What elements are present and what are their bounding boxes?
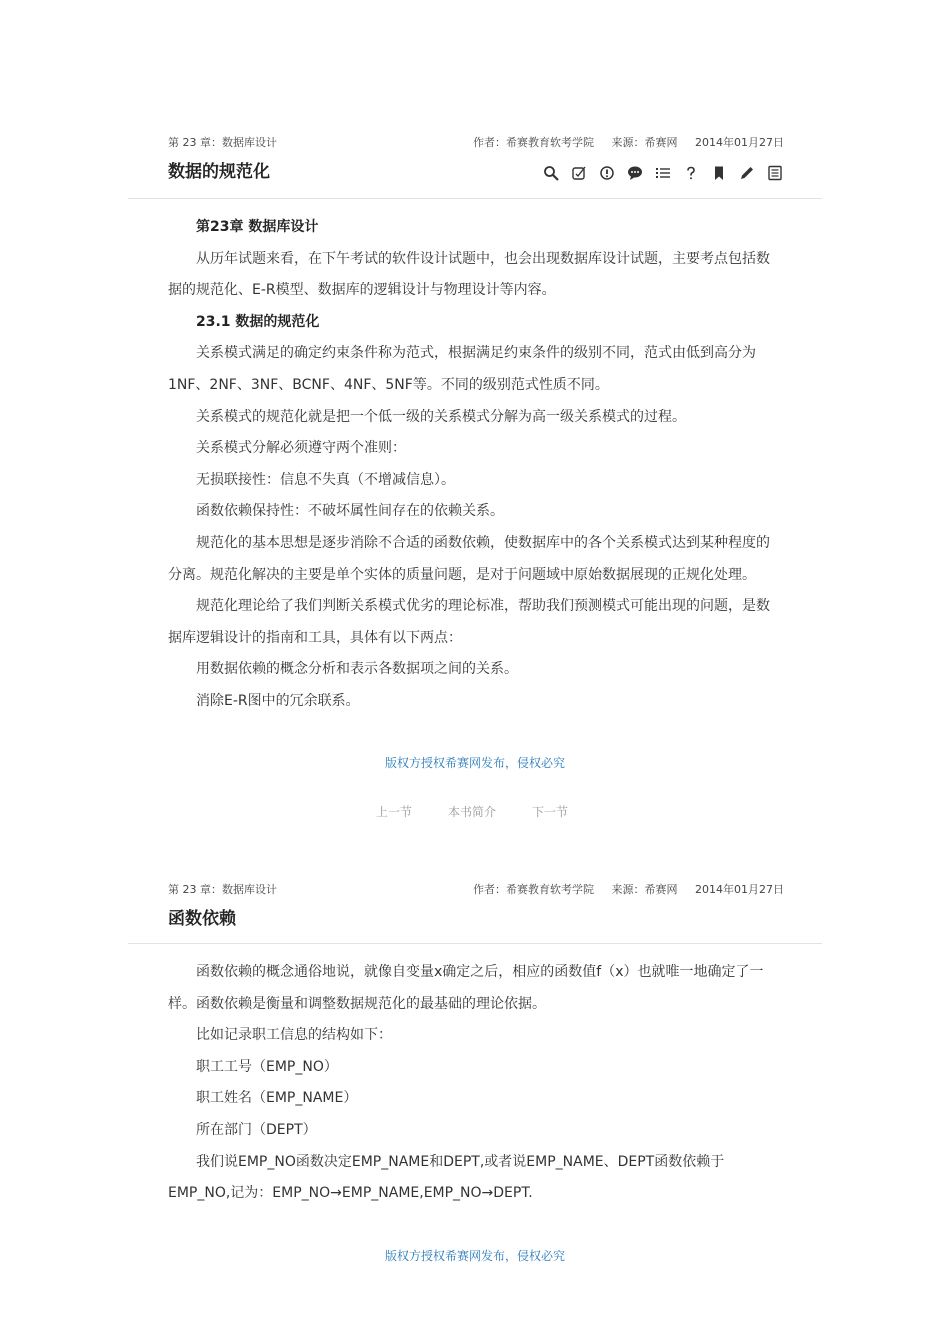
source-label: 来源：希赛网 xyxy=(611,136,678,149)
page-title: 函数依赖 xyxy=(168,909,236,929)
paragraph: 关系模式分解必须遵守两个准则： xyxy=(196,440,406,457)
source-label: 来源：希赛网 xyxy=(611,883,678,896)
paragraph: 所在部门（DEPT） xyxy=(196,1121,317,1138)
paragraph: 比如记录职工信息的结构如下： xyxy=(196,1027,392,1044)
page-title: 数据的规范化 xyxy=(168,162,270,182)
paragraph: 职工工号（EMP_NO） xyxy=(196,1058,338,1075)
chapter-label: 第 23 章：数据库设计 xyxy=(168,883,277,896)
paragraph: 关系模式的规范化就是把一个低一级的关系模式分解为高一级关系模式的过程。 xyxy=(196,408,686,425)
header-divider xyxy=(128,943,822,944)
document-icon[interactable] xyxy=(766,164,784,182)
paragraph: 用数据依赖的概念分析和表示各数据项之间的关系。 xyxy=(196,661,518,678)
date-label: 2014年01月27日 xyxy=(695,136,784,149)
author-label: 作者：希赛教育软考学院 xyxy=(473,883,594,896)
paragraph: 我们说EMP_NO函数决定EMP_NAME和DEPT,或者说EMP_NAME、DEPT函数依赖于EMP_NO,记为：EMP_NO→EMP_NAME,EMP_NO→DEPT. xyxy=(168,1153,725,1202)
pencil-icon[interactable] xyxy=(738,164,756,182)
paragraph: 函数依赖保持性：不破坏属性间存在的依赖关系。 xyxy=(196,503,504,520)
paragraph: 消除E-R图中的冗余联系。 xyxy=(196,692,360,709)
toolbar xyxy=(542,164,784,182)
chapter-heading: 第23章 数据库设计 xyxy=(196,219,319,235)
article-body xyxy=(168,957,778,1210)
comment-icon[interactable] xyxy=(626,164,644,182)
paragraph: 规范化的基本思想是逐步消除不合适的函数依赖，使数据库中的各个关系模式达到某种程度的分离。规范化解决的主要是单个实体的质量问题，是对于问题域中原始数据展现的正规化处理。 xyxy=(168,534,770,583)
author-label: 作者：希赛教育软考学院 xyxy=(473,136,594,149)
date-label: 2014年01月27日 xyxy=(695,883,784,896)
error-report-icon[interactable] xyxy=(598,164,616,182)
paragraph: 无损联接性：信息不失真（不增减信息）。 xyxy=(196,471,455,488)
paragraph: 职工姓名（EMP_NAME） xyxy=(196,1090,358,1107)
copyright-notice: 版权方授权希赛网发布，侵权必究 xyxy=(384,756,565,770)
prev-section-link[interactable]: 上一节 xyxy=(376,805,413,819)
list-icon[interactable] xyxy=(654,164,672,182)
note-icon[interactable] xyxy=(570,164,588,182)
paragraph: 从历年试题来看，在下午考试的软件设计试题中，也会出现数据库设计试题，主要考点包括数据的规范化、E-R模型、数据库的逻辑设计与物理设计等内容。 xyxy=(168,250,770,299)
chapter-navigation xyxy=(376,803,568,820)
header-divider xyxy=(128,198,822,199)
copyright-notice: 版权方授权希赛网发布，侵权必究 xyxy=(384,1249,565,1263)
article-meta xyxy=(473,134,784,150)
bookmark-icon[interactable] xyxy=(710,164,728,182)
paragraph: 函数依赖的概念通俗地说，就像自变量x确定之后，相应的函数值f（x）也就唯一地确定了一样。函数依赖是衡量和调整数据规范化的最基础的理论依据。 xyxy=(168,964,764,1012)
article-body xyxy=(168,212,778,718)
next-section-link[interactable]: 下一节 xyxy=(532,805,569,819)
article-meta xyxy=(473,881,784,897)
chapter-label: 第 23 章：数据库设计 xyxy=(168,136,277,149)
paragraph: 规范化理论给了我们判断关系模式优劣的理论标准，帮助我们预测模式可能出现的问题，是数据库逻辑设计的指南和工具，具体有以下两点： xyxy=(168,598,770,646)
book-intro-link[interactable]: 本书简介 xyxy=(448,805,497,819)
section-heading: 23.1 数据的规范化 xyxy=(196,313,320,330)
paragraph: 关系模式满足的确定约束条件称为范式，根据满足约束条件的级别不同，范式由低到高分为1NF、2NF、3NF、BCNF、4NF、5NF等。不同的级别范式性质不同。 xyxy=(168,345,756,393)
search-icon[interactable] xyxy=(542,164,560,182)
help-icon[interactable] xyxy=(682,164,700,182)
